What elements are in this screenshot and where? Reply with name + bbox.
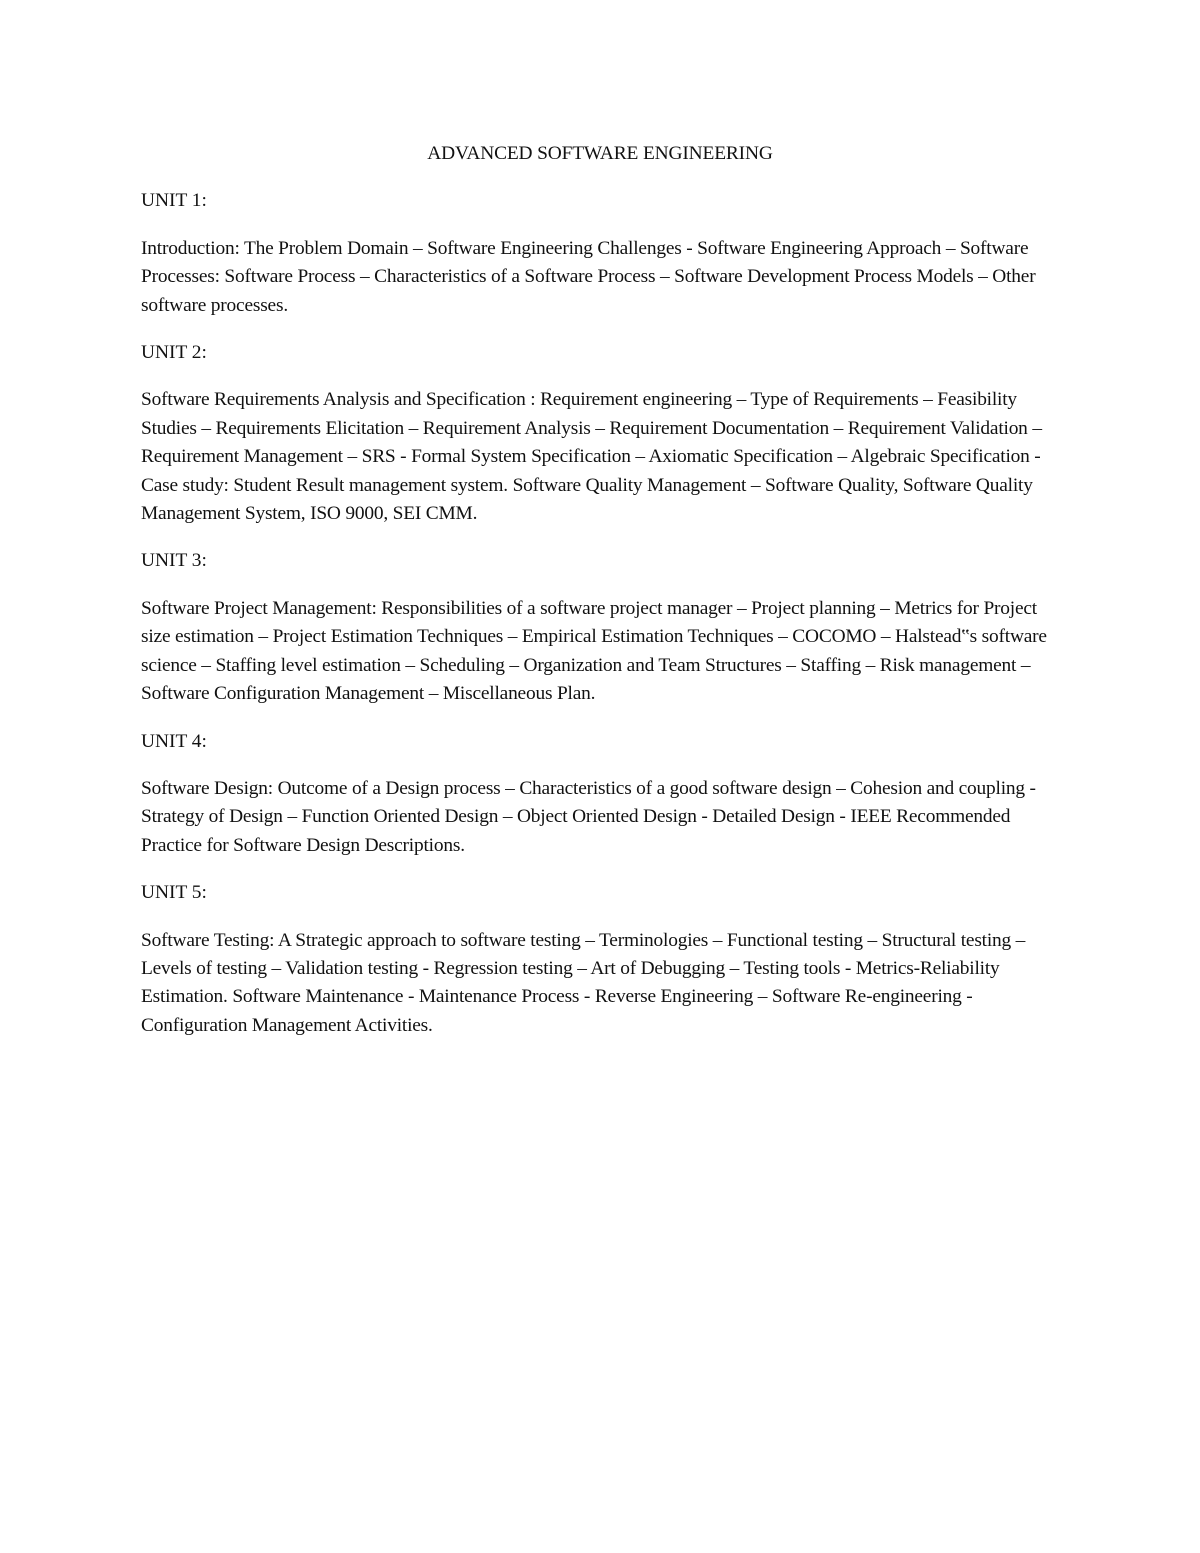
unit-description: Software Testing: A Strategic approach to software testing – Terminologies – Functional testing – Structural testing – Levels of testing – Validation testing - Regression testing – Art of Debugging – Testing tools - Metrics-Reliability Estimation. Software Maintenance - Maintenance Process - Reverse Engineering – Software Re-engineering - Configuration Management Activities. xyxy=(141,929,1026,1036)
unit-heading: UNIT 5: xyxy=(141,882,207,904)
unit-description: Software Requirements Analysis and Specification : Requirement engineering – Type of Requirements – Feasibility Studies – Requirements Elicitation – Requirement Analysis – Requirement Documentation – Requirement Validation – Requirement Management – SRS - Formal System Specification – Axiomatic Specification – Algebraic Specification - Case study: Student Result management system. Software Quality Management – Software Quality, Software Quality Management System, ISO 9000, SEI CMM. xyxy=(141,389,1042,525)
unit-heading: UNIT 1: xyxy=(141,190,207,212)
unit-section-3 xyxy=(141,547,1059,708)
unit-heading: UNIT 4: xyxy=(141,730,207,752)
document-content xyxy=(141,140,1059,1059)
unit-section-1 xyxy=(141,187,1059,320)
unit-heading: UNIT 3: xyxy=(141,550,207,572)
unit-description: Software Design: Outcome of a Design process – Characteristics of a good software design – Cohesion and coupling - Strategy of Design – Function Oriented Design – Object Oriented Design - Detailed Design - IEEE Recommended Practice for Software Design Descriptions. xyxy=(141,777,1036,856)
unit-description: Introduction: The Problem Domain – Software Engineering Challenges - Software Engineering Approach – Software Processes: Software Process – Characteristics of a Software Process – Software Development Process Models – Other software processes. xyxy=(141,237,1036,316)
unit-description: Software Project Management: Responsibilities of a software project manager – Project planning – Metrics for Project size estimation – Project Estimation Techniques – Empirical Estimation Techniques – COCOMO – Halstead‟s software science – Staffing level estimation – Scheduling – Organization and Team Structures – Staffing – Risk management – Software Configuration Management – Miscellaneous Plan. xyxy=(141,597,1047,705)
document-title: ADVANCED SOFTWARE ENGINEERING xyxy=(427,143,773,164)
unit-heading: UNIT 2: xyxy=(141,342,207,364)
unit-section-4 xyxy=(141,728,1059,861)
unit-section-5 xyxy=(141,879,1059,1040)
unit-section-2 xyxy=(141,339,1059,528)
